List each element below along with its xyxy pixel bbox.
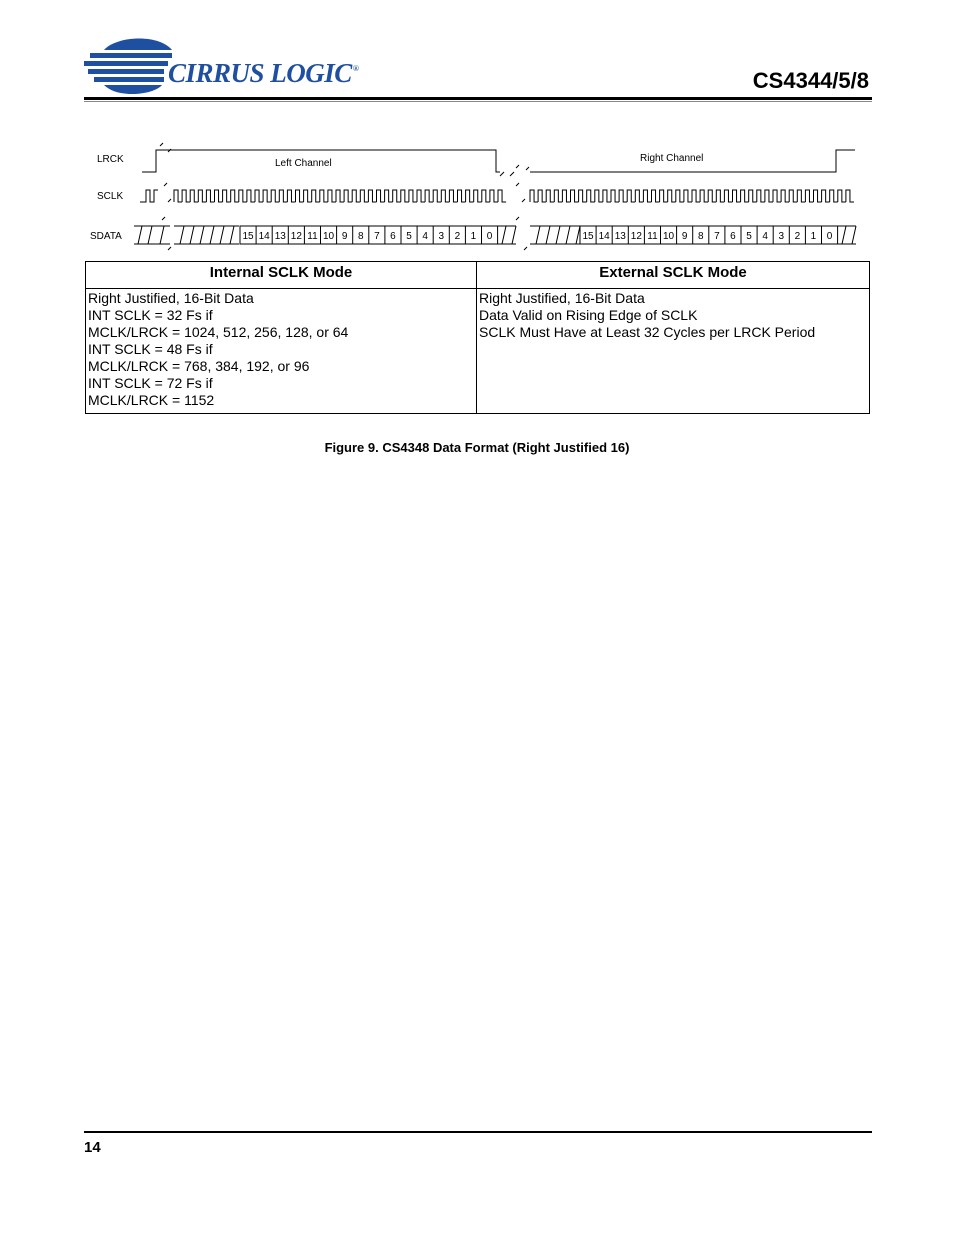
bit-label: 10 bbox=[662, 231, 675, 242]
dont-care-hatch bbox=[220, 226, 224, 244]
footer-rule bbox=[84, 1131, 872, 1133]
bit-label: 2 bbox=[794, 231, 801, 242]
dont-care-hatch bbox=[566, 226, 570, 244]
sclk-mode-table bbox=[85, 261, 870, 414]
bit-label: 12 bbox=[630, 231, 642, 242]
bit-label: 13 bbox=[274, 231, 286, 242]
dont-care-hatch bbox=[200, 226, 204, 244]
sclk-wave bbox=[530, 190, 854, 202]
document-title: CS4344/5/8 bbox=[752, 68, 869, 93]
external-line: SCLK Must Have at Least 32 Cycles per LRCK Period bbox=[479, 324, 816, 340]
figure-caption: Figure 9. CS4348 Data Format (Right Justified 16) bbox=[324, 440, 630, 455]
external-line: Data Valid on Rising Edge of SCLK bbox=[479, 307, 698, 323]
bit-label: 5 bbox=[746, 231, 752, 242]
bit-label: 1 bbox=[810, 231, 817, 242]
external-line: Right Justified, 16-Bit Data bbox=[479, 290, 645, 306]
dont-care-hatch bbox=[576, 226, 580, 244]
bit-label: 9 bbox=[341, 231, 348, 242]
signal-label-sdata: SDATA bbox=[90, 231, 122, 242]
internal-line: MCLK/LRCK = 1024, 512, 256, 128, or 64 bbox=[88, 324, 349, 340]
sclk-wave bbox=[174, 190, 506, 202]
signal-label-sclk: SCLK bbox=[97, 191, 124, 202]
left-channel-label: Left Channel bbox=[275, 158, 332, 169]
bit-label: 15 bbox=[582, 231, 594, 242]
internal-line: INT SCLK = 48 Fs if bbox=[88, 341, 213, 357]
bit-label: 8 bbox=[697, 231, 704, 242]
dont-care-hatch bbox=[546, 226, 550, 244]
bit-label: 11 bbox=[307, 231, 318, 242]
signal-label-lrck: LRCK bbox=[97, 154, 124, 165]
bit-label: 13 bbox=[614, 231, 626, 242]
right-channel-label: Right Channel bbox=[640, 153, 704, 164]
external-sclk-cell bbox=[477, 289, 870, 414]
internal-line: MCLK/LRCK = 768, 384, 192, or 96 bbox=[88, 358, 310, 374]
bit-label: 14 bbox=[598, 231, 610, 242]
internal-line: INT SCLK = 72 Fs if bbox=[88, 375, 213, 391]
header-rule bbox=[84, 97, 872, 100]
header-rule-secondary bbox=[84, 101, 872, 102]
sclk-wave bbox=[140, 190, 158, 202]
bit-label: 3 bbox=[778, 231, 785, 242]
bit-label: 0 bbox=[486, 231, 493, 242]
bit-label: 15 bbox=[242, 231, 254, 242]
bit-label: 8 bbox=[357, 231, 364, 242]
internal-sclk-cell bbox=[86, 289, 477, 414]
break-mark bbox=[500, 165, 529, 176]
bit-label: 2 bbox=[454, 231, 461, 242]
bit-label: 12 bbox=[290, 231, 302, 242]
dont-care-hatch bbox=[556, 226, 560, 244]
internal-sclk-header: Internal SCLK Mode bbox=[86, 262, 477, 289]
bit-label: 5 bbox=[406, 231, 412, 242]
external-sclk-header: External SCLK Mode bbox=[477, 262, 870, 289]
dont-care-hatch bbox=[536, 226, 540, 244]
bit-label: 9 bbox=[681, 231, 688, 242]
bit-label: 6 bbox=[390, 231, 396, 242]
bit-label: 11 bbox=[647, 231, 658, 242]
dont-care-hatch bbox=[210, 226, 214, 244]
bit-label: 6 bbox=[730, 231, 736, 242]
page-number: 14 bbox=[84, 1139, 101, 1156]
bit-label: 14 bbox=[258, 231, 270, 242]
bit-label: 0 bbox=[826, 231, 833, 242]
timing-diagram bbox=[0, 130, 954, 260]
internal-line: Right Justified, 16-Bit Data bbox=[88, 290, 254, 306]
bit-label: 7 bbox=[714, 231, 720, 242]
bit-label: 7 bbox=[374, 231, 380, 242]
bit-label: 4 bbox=[762, 231, 768, 242]
dont-care-hatch bbox=[138, 226, 164, 244]
bit-label: 1 bbox=[470, 231, 477, 242]
dont-care-hatch bbox=[180, 226, 184, 244]
break-mark bbox=[160, 143, 171, 152]
bit-label: 3 bbox=[438, 231, 445, 242]
dont-care-hatch bbox=[502, 226, 856, 244]
bit-label: 4 bbox=[422, 231, 428, 242]
sdata-rail bbox=[496, 226, 856, 244]
dont-care-hatch bbox=[230, 226, 234, 244]
internal-line: INT SCLK = 32 Fs if bbox=[88, 307, 213, 323]
dont-care-hatch bbox=[190, 226, 194, 244]
internal-line: MCLK/LRCK = 1152 bbox=[88, 392, 215, 408]
bit-label: 10 bbox=[322, 231, 335, 242]
logo-wordmark: CIRRUS LOGIC® bbox=[168, 58, 359, 88]
